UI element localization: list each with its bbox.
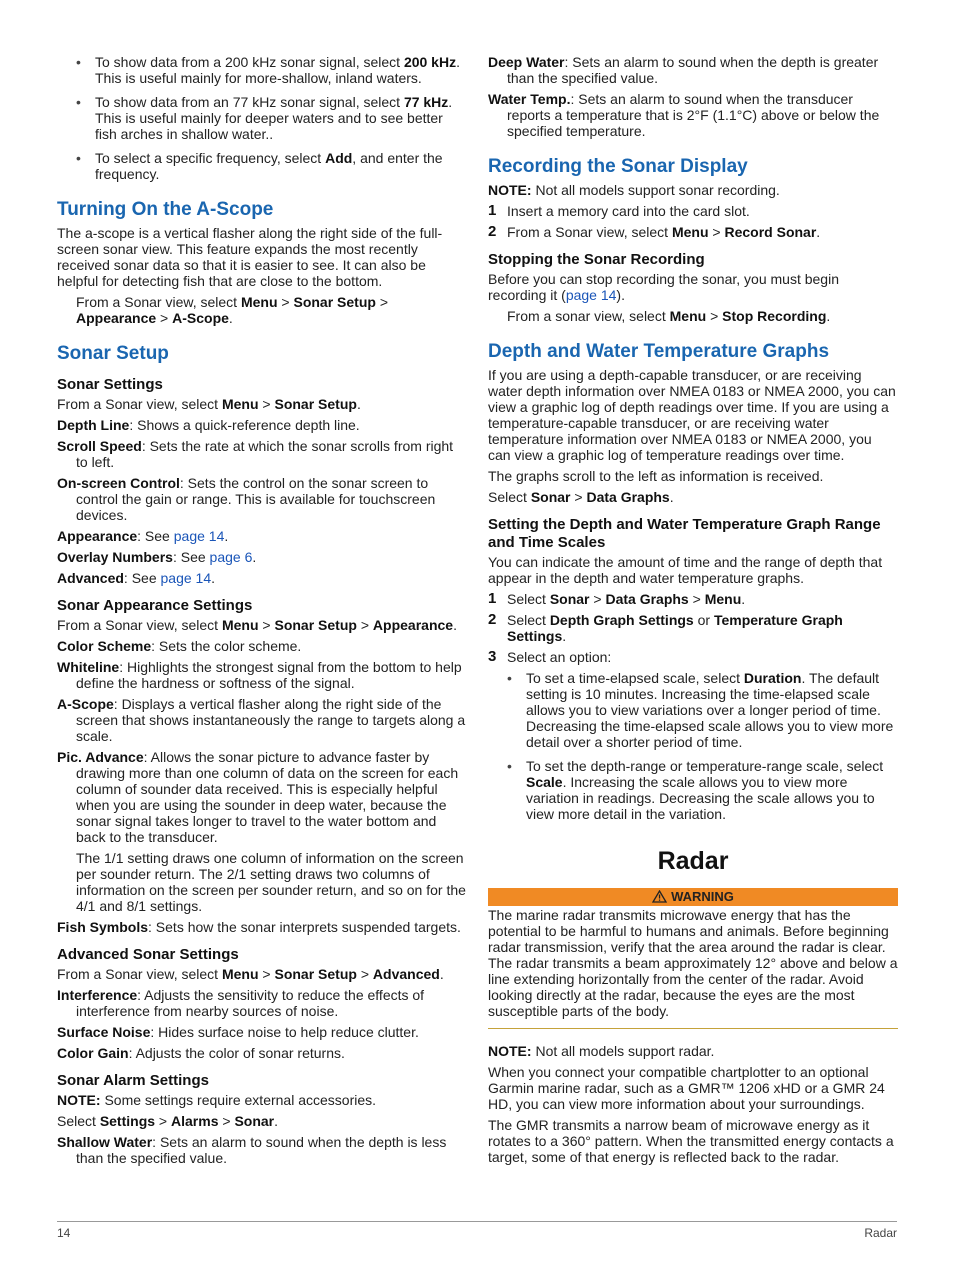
color-scheme-entry: Color Scheme: Sets the color scheme. [57,638,302,654]
advanced-settings-heading: Advanced Sonar Settings [57,946,239,963]
appearance-page-link[interactable]: page 14 [173,528,225,544]
radar-body-1: When you connect your compatible chartplotter to an optional Garmin marine radar, such as a GMR™ 1206 xHD or a GMR 24 HD, you can view more information about your surroundings. [488,1064,885,1112]
warning-box [488,888,898,1029]
page-number: 14 [57,1226,71,1240]
appearance-entry: Appearance: See page 14. [57,528,229,544]
fish-symbols-entry: Fish Symbols: Sets how the sonar interprets suspended targets. [57,919,461,935]
recording-step-1: 1 Insert a memory card into the card slot. [488,202,750,219]
pic-advance-extra: The 1/1 setting draws one column of information on the screen per sounder return. The 2/1 setting draws two columns of information on the screen per sounder return, and so on for the 4/1 and 8/1 settings. [76,850,466,914]
surface-noise-entry: Surface Noise: Hides surface noise to help reduce clutter. [57,1024,419,1040]
ascope-instruction: From a Sonar view, select Menu > Sonar Setup > Appearance > A-Scope. [76,294,389,326]
stop-recording-instruction: From a sonar view, select Menu > Stop Recording. [507,308,831,324]
pic-advance-entry: Pic. Advance: Allows the sonar picture to advance faster by drawing more than one column of data on the screen for each column of sounder data received. This is especially helpful when you are using the sounder in deep water, because the sonar signal takes longer to travel to the water bottom and back to the transducer. [57,749,459,845]
sonar-settings-heading: Sonar Settings [57,376,163,393]
frequency-options-list [57,54,467,182]
scale-step-1: 1 Select Sonar > Data Graphs > Menu. [488,590,746,607]
alarm-settings-heading: Sonar Alarm Settings [57,1072,209,1089]
sonar-setup-heading: Sonar Setup [57,343,169,364]
graphs-select-instruction: Select Sonar > Data Graphs. [488,489,674,505]
warning-triangle-icon [652,890,667,908]
graphs-body-2: The graphs scroll to the left as information is received. [488,468,824,484]
radar-note: NOTE: Not all models support radar. [488,1043,715,1059]
recording-heading: Recording the Sonar Display [488,156,748,177]
overlay-numbers-entry: Overlay Numbers: See page 6. [57,549,257,565]
alarm-select-instruction: Select Settings > Alarms > Sonar. [57,1113,279,1129]
scale-step-2: 2 Select Depth Graph Settings or Temperature Graph Settings. [488,611,843,644]
whiteline-entry: Whiteline: Highlights the strongest signal from the bottom to help define the hardness or softness of the signal. [57,659,462,691]
overlay-page-link[interactable]: page 6 [209,549,253,565]
advanced-intro: From a Sonar view, select Menu > Sonar Setup > Advanced. [57,966,444,982]
deep-water-entry: Deep Water: Sets an alarm to sound when the depth is greater than the specified value. [488,54,879,86]
list-item: • To select a specific frequency, select Add, and enter the frequency. [76,150,467,182]
appearance-settings-heading: Sonar Appearance Settings [57,597,253,614]
recording-page-link[interactable]: page 14 [565,287,617,303]
right-column [488,54,898,1170]
recording-step-2: 2 From a Sonar view, select Menu > Record Sonar. [488,223,821,240]
advanced-entry: Advanced: See page 14. [57,570,216,586]
list-item: • To show data from a 200 kHz sonar signal, select 200 kHz. This is useful mainly for more-shallow, inland waters. [76,54,467,86]
interference-entry: Interference: Adjusts the sensitivity to reduce the effects of interference from nearby sources of noise. [57,987,425,1019]
stop-recording-heading: Stopping the Sonar Recording [488,251,705,268]
onscreen-control-entry: On-screen Control: Sets the control on the sonar screen to control the gain or range. This is available for touchscreen devices. [57,475,436,523]
graph-scale-body: You can indicate the amount of time and the range of depth that appear in the depth and water temperature graphs. [488,554,883,586]
footer-divider [57,1221,897,1222]
footer-section-title: Radar [864,1226,897,1240]
recording-note: NOTE: Not all models support sonar recording. [488,182,780,198]
graphs-body-1: If you are using a depth-capable transducer, or are receiving water depth information over NMEA 0183 or NMEA 2000, you can view a graphic log of depth readings over time. If you are using a temperature-capable transducer, or are receiving water temperature information over NMEA 0183 or NMEA 2000, you can view a graphic log of temperature readings over time. [488,367,896,463]
left-column [57,54,467,1171]
advanced-page-link[interactable]: page 14 [160,570,212,586]
scale-step-3: 3 Select an option: [488,648,612,665]
ascope-entry: A-Scope: Displays a vertical flasher along the right side of the screen that shows instantaneously the range to targets along a scale. [57,696,466,744]
alarm-note: NOTE: Some settings require external accessories. [57,1092,377,1108]
warning-label: WARNING [671,889,734,904]
list-item: • To show data from an 77 kHz sonar signal, select 77 kHz. This is useful mainly for deeper waters and to see better fish arches in shallow water.. [76,94,467,142]
graphs-heading: Depth and Water Temperature Graphs [488,341,830,362]
radar-title: Radar [657,847,729,875]
graph-scale-heading: Setting the Depth and Water Temperature Graph Range and Time Scales [488,516,881,551]
water-temp-entry: Water Temp.: Sets an alarm to sound when the transducer reports a temperature that is 2°F (1.1°C) above or below the specified temperature. [488,91,880,139]
depth-line-entry: Depth Line: Shows a quick-reference depth line. [57,417,360,433]
appearance-intro: From a Sonar view, select Menu > Sonar Setup > Appearance. [57,617,457,633]
scale-options-list [488,670,898,822]
warning-bar [488,888,898,906]
stop-recording-body: Before you can stop recording the sonar, you must begin recording it (page 14). [488,271,839,303]
ascope-body: The a-scope is a vertical flasher along the right side of the full-screen sonar view. This feature expands the most recently received sonar data so that it is easier to see. It can also be helpful for detecting fish that are close to the bottom. [57,225,443,289]
scroll-speed-entry: Scroll Speed: Sets the rate at which the sonar scrolls from right to left. [57,438,454,470]
radar-body-2: The GMR transmits a narrow beam of microwave energy as it rotates to a 360° pattern. When the transmitted energy contacts a target, some of that energy is reflected back to the radar. [488,1117,894,1165]
shallow-water-entry: Shallow Water: Sets an alarm to sound when the depth is less than the specified value. [57,1134,447,1166]
sonar-settings-intro: From a Sonar view, select Menu > Sonar Setup. [57,396,361,412]
warning-text: The marine radar transmits microwave energy that has the potential to be harmful to humans and animals. Before beginning radar transmission, verify that the area around the radar is clear. The radar transmits a beam approximately 12° above and below a line extending horizontally from the center of the radar. Avoid looking directly at the radar, because the eyes are the most susceptible parts of the body. [488,907,898,1019]
list-item: • To set a time-elapsed scale, select Duration. The default setting is 10 minutes. Increasing the time-elapsed scale allows you to view variations over a longer period of time. Decreasing the time-elapsed scale allows you to view more detail over a shorter period of time. [507,670,898,750]
list-item: • To set the depth-range or temperature-range scale, select Scale. Increasing the scale allows you to view more variation in readings. Decreasing the scale allows you to view more detail in the variation. [507,758,898,822]
ascope-heading: Turning On the A-Scope [57,199,274,220]
color-gain-entry: Color Gain: Adjusts the color of sonar returns. [57,1045,345,1061]
